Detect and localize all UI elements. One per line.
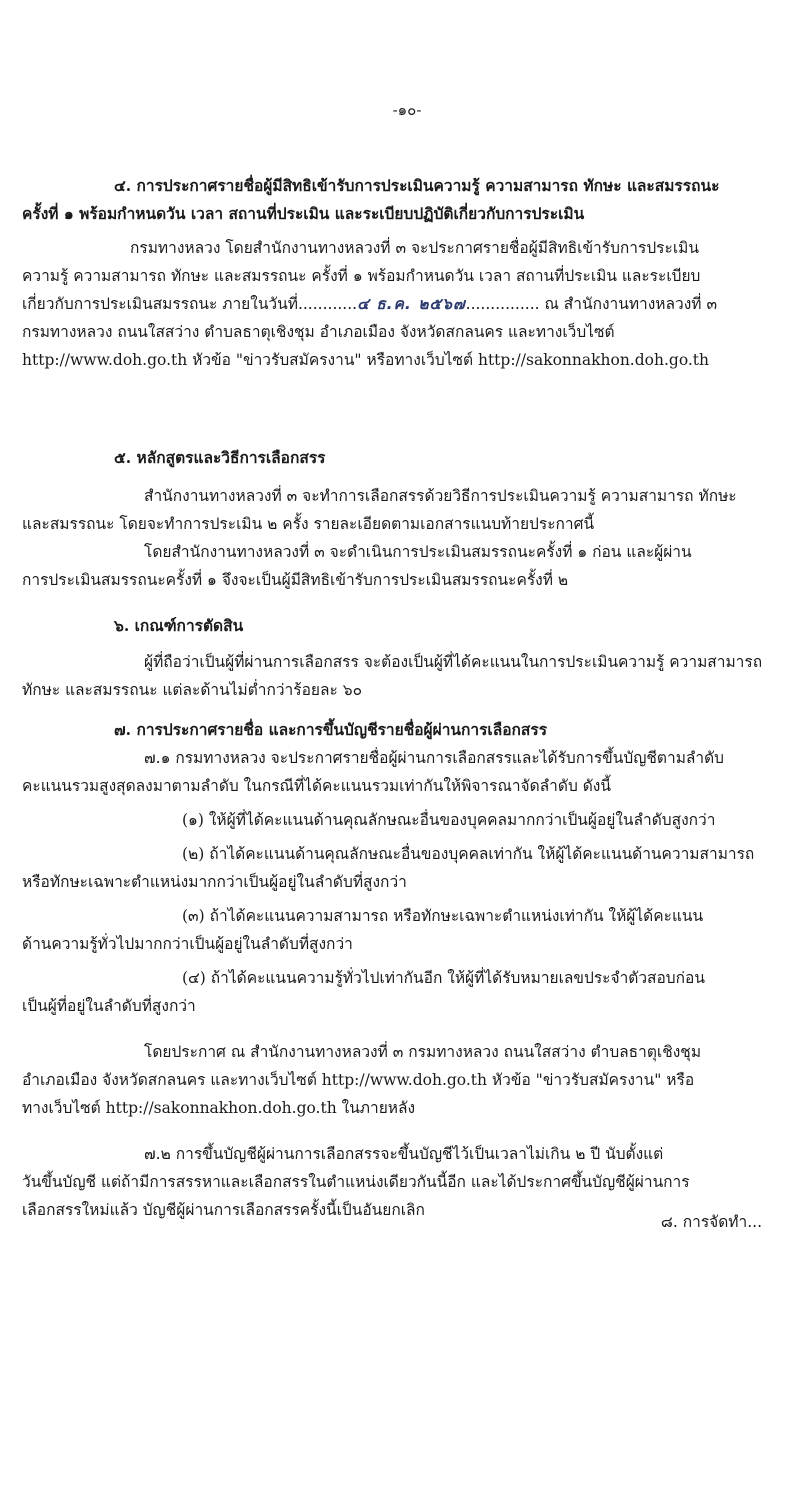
section-4-line4: กรมทางหลวง ถนนใสสว่าง ตำบลธาตุเชิงชุม อำเภอเมือง จังหวัดสกลนคร และทางเว็บไซต์ xyxy=(22,323,615,341)
announce-line1: โดยประกาศ ณ สำนักงานทางหลวงที่ ๓ กรมทางหลวง ถนนใสสว่าง ตำบลธาตุเชิงชุม xyxy=(144,1043,702,1061)
criteria-item-2-line2: หรือทักษะเฉพาะตำแหน่งมากกว่าเป็นผู้อยู่ในลำดับที่สูงกว่า xyxy=(22,873,407,891)
section-6-line1: ผู้ที่ถือว่าเป็นผู้ที่ผ่านการเลือกสรร จะต้องเป็นผู้ที่ได้คะแนนในการประเมินความรู้ ความสามารถ xyxy=(144,653,763,671)
section-4-line2: ความรู้ ความสามารถ ทักษะ และสมรรถนะ ครั้งที่ ๑ พร้อมกำหนดวัน เวลา สถานที่ประเมิน และระเบียบ xyxy=(22,267,701,285)
section-4-date-label: เกี่ยวกับการประเมินสมรรถนะ ภายในวันที่ xyxy=(22,295,298,313)
section-5-heading: ๕. หลักสูตรและวิธีการเลือกสรร xyxy=(114,448,326,467)
document-page xyxy=(22,0,792,1492)
section-6-line2: ทักษะ และสมรรถนะ แต่ละด้านไม่ต่ำกว่าร้อยละ ๖๐ xyxy=(22,681,363,699)
page-number: -๑๐- xyxy=(392,101,422,119)
criteria-item-1: (๑) ให้ผู้ที่ได้คะแนนด้านคุณลักษณะอื่นของบุคคลมากกว่าเป็นผู้อยู่ในลำดับสูงกว่า xyxy=(182,811,716,829)
dotted-leader: ............ xyxy=(297,295,358,313)
dotted-leader: ............... xyxy=(465,295,540,313)
section-4-line5: http://www.doh.go.th หัวข้อ "ข่าวรับสมัครงาน" หรือทางเว็บไซต์ http://sakonnakhon.doh.go.th xyxy=(22,351,710,369)
section-5-p2-line2: การประเมินสมรรถนะครั้งที่ ๑ จึงจะเป็นผู้มีสิทธิเข้ารับการประเมินสมรรถนะครั้งที่ ๒ xyxy=(22,571,569,589)
section-6 xyxy=(22,612,792,704)
section-4 xyxy=(22,172,792,374)
next-page-continuation: ๘. การจัดทำ... xyxy=(660,1213,762,1231)
criteria-item-3-line2: ด้านความรู้ทั่วไปมากกว่าเป็นผู้อยู่ในลำดับที่สูงกว่า xyxy=(22,935,353,953)
section-7-1-line1: ๗.๑ กรมทางหลวง จะประกาศรายชื่อผู้ผ่านการเลือกสรรและได้รับการขึ้นบัญชีตามลำดับ xyxy=(144,749,725,767)
announce-line2: อำเภอเมือง จังหวัดสกลนคร และทางเว็บไซต์ http://www.doh.go.th หัวข้อ "ข่าวรับสมัครงาน" หรือ xyxy=(22,1071,695,1089)
section-4-location: ณ สำนักงานทางหลวงที่ ๓ xyxy=(544,295,718,313)
section-7-1-line2: คะแนนรวมสูงสุดลงมาตามลำดับ ในกรณีที่ได้คะแนนรวมเท่ากันให้พิจารณาจัดลำดับ ดังนี้ xyxy=(22,777,611,795)
section-7-heading: ๗. การประกาศรายชื่อ และการขึ้นบัญชีรายชื่อผู้ผ่านการเลือกสรร xyxy=(114,720,548,739)
section-5 xyxy=(22,444,792,594)
announce-line3: ทางเว็บไซต์ http://sakonnakhon.doh.go.th ในภายหลัง xyxy=(22,1099,416,1117)
section-4-heading-line1: ๔. การประกาศรายชื่อผู้มีสิทธิเข้ารับการประเมินความรู้ ความสามารถ ทักษะ และสมรรถนะ xyxy=(114,176,720,195)
section-7-2-line3: เลือกสรรใหม่แล้ว บัญชีผู้ผ่านการเลือกสรรครั้งนี้เป็นอันยกเลิก xyxy=(22,1201,425,1219)
section-5-p1-line1: สำนักงานทางหลวงที่ ๓ จะทำการเลือกสรรด้วยวิธีการประเมินความรู้ ความสามารถ ทักษะ xyxy=(144,487,737,505)
criteria-item-3-line1: (๓) ถ้าได้คะแนนความสามารถ หรือทักษะเฉพาะตำแหน่งเท่ากัน ให้ผู้ได้คะแนน xyxy=(182,907,704,925)
criteria-item-4-line1: (๔) ถ้าได้คะแนนความรู้ทั่วไปเท่ากันอีก ให้ผู้ที่ได้รับหมายเลขประจำตัวสอบก่อน xyxy=(182,969,705,987)
section-5-p1-line2: และสมรรถนะ โดยจะทำการประเมิน ๒ ครั้ง รายละเอียดตามเอกสารแนบท้ายประกาศนี้ xyxy=(22,515,595,533)
section-7-2-line2: วันขึ้นบัญชี แต่ถ้ามีการสรรหาและเลือกสรรในตำแหน่งเดียวกันนี้อีก และได้ประกาศขึ้นบัญชีผู้ผ่านการ xyxy=(22,1173,690,1191)
section-7-2-line1: ๗.๒ การขึ้นบัญชีผู้ผ่านการเลือกสรรจะขึ้นบัญชีไว้เป็นเวลาไม่เกิน ๒ ปี นับตั้งแต่ xyxy=(144,1145,664,1163)
criteria-item-2-line1: (๒) ถ้าได้คะแนนด้านคุณลักษณะอื่นของบุคคลเท่ากัน ให้ผู้ได้คะแนนด้านความสามารถ xyxy=(182,845,755,863)
section-6-heading: ๖. เกณฑ์การตัดสิน xyxy=(114,616,244,635)
section-4-line1: กรมทางหลวง โดยสำนักงานทางหลวงที่ ๓ จะประกาศรายชื่อผู้มีสิทธิเข้ารับการประเมิน xyxy=(130,239,699,257)
section-5-p2-line1: โดยสำนักงานทางหลวงที่ ๓ จะดำเนินการประเมินสมรรถนะครั้งที่ ๑ ก่อน และผู้ผ่าน xyxy=(144,543,692,561)
handwritten-date: ๔ ธ.ค. ๒๕๖๗ xyxy=(357,295,466,313)
criteria-item-4-line2: เป็นผู้ที่อยู่ในลำดับที่สูงกว่า xyxy=(22,997,196,1015)
section-4-heading-line2: ครั้งที่ ๑ พร้อมกำหนดวัน เวลา สถานที่ประเมิน และระเบียบปฏิบัติเกี่ยวกับการประเมิน xyxy=(22,204,585,223)
section-4-line3 xyxy=(22,290,792,318)
section-7 xyxy=(22,716,792,1224)
